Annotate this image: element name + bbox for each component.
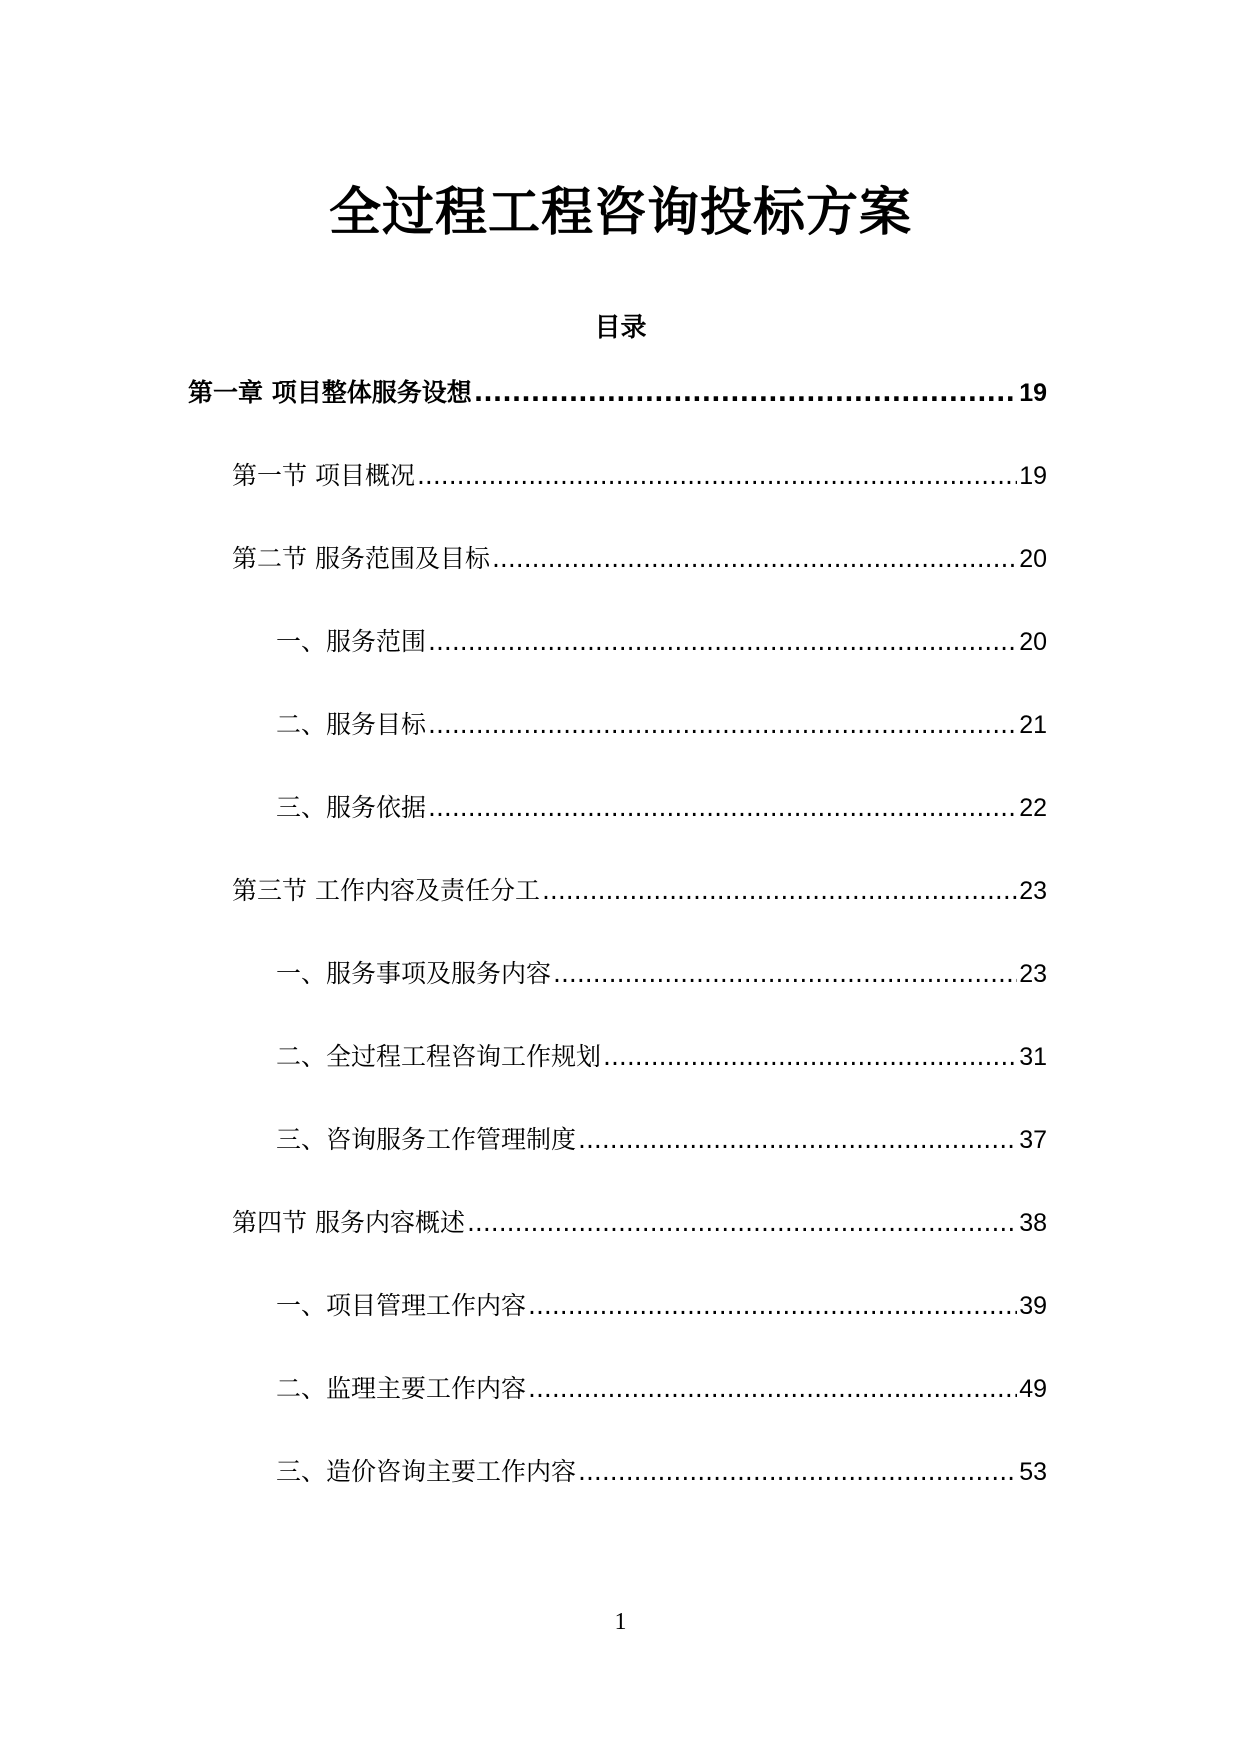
toc-dot-leader: [492, 541, 1017, 577]
toc-entry[interactable]: [276, 1122, 1047, 1158]
toc-entry[interactable]: [276, 1371, 1047, 1407]
toc-entry-page: 20: [1019, 628, 1047, 656]
toc-entry-title: 第二节 服务范围及目标: [232, 544, 490, 573]
toc-entry[interactable]: [188, 375, 1047, 411]
toc-dot-leader: [417, 458, 1017, 494]
toc-entry[interactable]: [232, 541, 1047, 577]
toc-entry-page: 19: [1019, 462, 1047, 490]
toc-dot-leader: [428, 790, 1017, 826]
toc-entry-title: 一、服务范围: [276, 627, 427, 656]
toc-entry-title: 三、咨询服务工作管理制度: [276, 1125, 577, 1154]
toc-dot-leader: [528, 1371, 1017, 1407]
toc-entry-title: 一、项目管理工作内容: [276, 1291, 527, 1320]
toc-entry-page: 37: [1019, 1126, 1047, 1154]
document-title: 全过程工程咨询投标方案: [328, 183, 912, 243]
toc-dot-leader: [553, 956, 1017, 992]
toc-entry-title: 二、监理主要工作内容: [276, 1374, 527, 1403]
toc-dot-leader: [542, 873, 1017, 909]
toc-entry[interactable]: [276, 707, 1047, 743]
toc-entry-title: 二、全过程工程咨询工作规划: [276, 1042, 602, 1071]
toc-entry-page: 21: [1019, 711, 1047, 739]
toc-entry[interactable]: [276, 790, 1047, 826]
toc-entry-title: 三、造价咨询主要工作内容: [276, 1457, 577, 1486]
page-number: 1: [614, 1609, 627, 1635]
toc-entry[interactable]: [276, 956, 1047, 992]
toc-entry-title: 三、服务依据: [276, 793, 427, 822]
toc-entry-page: 19: [1019, 379, 1047, 407]
toc-dot-leader: [467, 1205, 1017, 1241]
toc-dot-leader: [578, 1454, 1017, 1490]
toc-entry-page: 53: [1019, 1458, 1047, 1486]
toc-entry-title: 第四节 服务内容概述: [232, 1208, 465, 1237]
toc-dot-leader: [578, 1122, 1017, 1158]
toc-entry[interactable]: [232, 873, 1047, 909]
toc-dot-leader: [428, 707, 1017, 743]
toc-entry[interactable]: [276, 1288, 1047, 1324]
toc-entry-page: 22: [1019, 794, 1047, 822]
toc-entry[interactable]: [232, 458, 1047, 494]
toc-dot-leader: [474, 375, 1017, 411]
toc-entry-title: 第一章 项目整体服务设想: [188, 378, 472, 407]
toc-dot-leader: [603, 1039, 1017, 1075]
toc-entry-page: 31: [1019, 1043, 1047, 1071]
toc-dot-leader: [528, 1288, 1017, 1324]
toc-dot-leader: [428, 624, 1017, 660]
toc-entry[interactable]: [276, 624, 1047, 660]
toc-heading: 目录: [594, 313, 647, 343]
toc-entry-page: 49: [1019, 1375, 1047, 1403]
toc-entry-title: 二、服务目标: [276, 710, 427, 739]
toc-entry-title: 第一节 项目概况: [232, 461, 415, 490]
toc-entry-page: 23: [1019, 877, 1047, 905]
toc-entry[interactable]: [276, 1039, 1047, 1075]
toc-entry-page: 20: [1019, 545, 1047, 573]
toc-entry-page: 38: [1019, 1209, 1047, 1237]
toc-entry[interactable]: [232, 1205, 1047, 1241]
toc-entry-page: 39: [1019, 1292, 1047, 1320]
toc-entry-page: 23: [1019, 960, 1047, 988]
toc-entry-title: 第三节 工作内容及责任分工: [232, 876, 540, 905]
toc-entry-title: 一、服务事项及服务内容: [276, 959, 552, 988]
toc-entry[interactable]: [276, 1454, 1047, 1490]
